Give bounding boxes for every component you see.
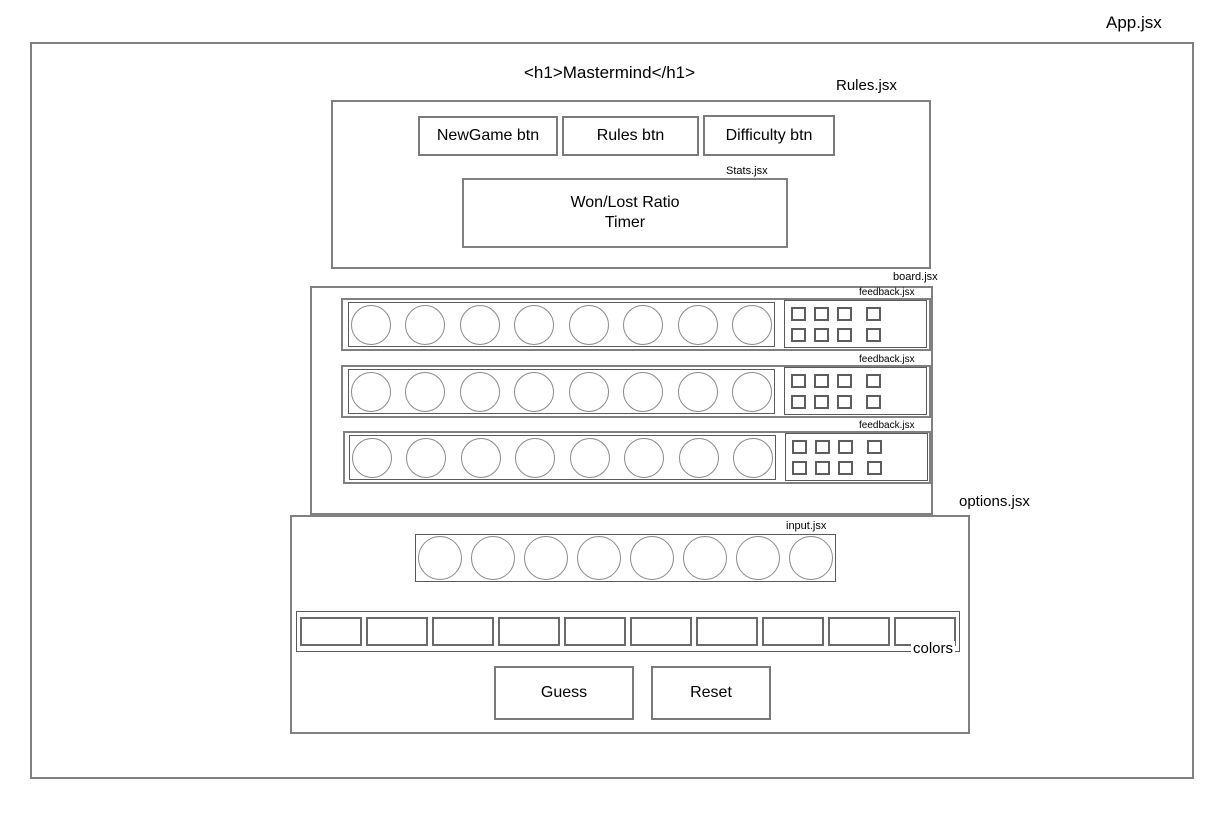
- peg[interactable]: [460, 372, 500, 412]
- input-peg[interactable]: [418, 536, 462, 580]
- input-pegs-row: [415, 534, 836, 582]
- input-frame-label: input.jsx: [786, 520, 827, 532]
- board-frame-label: board.jsx: [893, 271, 938, 283]
- feedback-peg[interactable]: [791, 307, 806, 321]
- peg[interactable]: [679, 438, 719, 478]
- feedback-row-2: [784, 367, 927, 415]
- feedback-row-1: [784, 300, 927, 348]
- input-peg[interactable]: [524, 536, 568, 580]
- page-title: <h1>Mastermind</h1>: [524, 63, 696, 82]
- new-game-button[interactable]: NewGame btn: [418, 116, 558, 156]
- guess-button[interactable]: Guess: [494, 666, 634, 720]
- peg[interactable]: [623, 305, 663, 345]
- peg[interactable]: [461, 438, 501, 478]
- feedback-peg[interactable]: [815, 461, 830, 475]
- peg[interactable]: [352, 438, 392, 478]
- feedback-peg[interactable]: [791, 374, 806, 388]
- input-peg[interactable]: [789, 536, 833, 580]
- stats-frame-label: Stats.jsx: [726, 165, 768, 177]
- feedback-bottom-row: [791, 328, 881, 342]
- peg[interactable]: [406, 438, 446, 478]
- feedback-frame-label-row-3: feedback.jsx: [859, 420, 915, 431]
- feedback-peg[interactable]: [791, 395, 806, 409]
- stats-won-lost-ratio: Won/Lost Ratio: [570, 194, 680, 211]
- feedback-frame-label-row-2: feedback.jsx: [859, 354, 915, 365]
- peg[interactable]: [569, 305, 609, 345]
- color-swatch[interactable]: [498, 617, 560, 646]
- peg[interactable]: [514, 305, 554, 345]
- peg[interactable]: [514, 372, 554, 412]
- peg[interactable]: [351, 305, 391, 345]
- color-swatch[interactable]: [300, 617, 362, 646]
- feedback-bottom-row: [792, 461, 882, 475]
- feedback-top-row: [791, 374, 881, 388]
- options-frame-label: options.jsx: [959, 493, 1030, 510]
- feedback-frame-label-row-1: feedback.jsx: [859, 287, 915, 298]
- feedback-peg[interactable]: [814, 307, 829, 321]
- app-frame-label: App.jsx: [1106, 13, 1162, 32]
- board-row-2-pegs: [348, 369, 775, 414]
- peg[interactable]: [678, 372, 718, 412]
- peg[interactable]: [732, 372, 772, 412]
- color-swatch[interactable]: [630, 617, 692, 646]
- feedback-top-row: [792, 440, 882, 454]
- feedback-peg[interactable]: [838, 440, 853, 454]
- feedback-top-row: [791, 307, 881, 321]
- input-peg[interactable]: [630, 536, 674, 580]
- board-row-1-pegs: [348, 302, 775, 347]
- input-peg[interactable]: [736, 536, 780, 580]
- peg[interactable]: [405, 305, 445, 345]
- colors-palette: [296, 611, 960, 652]
- feedback-peg[interactable]: [814, 328, 829, 342]
- peg[interactable]: [515, 438, 555, 478]
- colors-label: colors: [913, 640, 954, 657]
- color-swatch[interactable]: [828, 617, 890, 646]
- feedback-peg[interactable]: [792, 440, 807, 454]
- feedback-peg[interactable]: [837, 307, 852, 321]
- peg[interactable]: [570, 438, 610, 478]
- feedback-peg[interactable]: [791, 328, 806, 342]
- rules-frame-label: Rules.jsx: [836, 77, 897, 94]
- color-swatch[interactable]: [432, 617, 494, 646]
- feedback-peg[interactable]: [838, 461, 853, 475]
- difficulty-button[interactable]: Difficulty btn: [703, 115, 835, 156]
- peg[interactable]: [569, 372, 609, 412]
- reset-button[interactable]: Reset: [651, 666, 771, 720]
- feedback-peg[interactable]: [837, 395, 852, 409]
- color-swatch[interactable]: [366, 617, 428, 646]
- input-peg[interactable]: [577, 536, 621, 580]
- feedback-peg[interactable]: [866, 328, 881, 342]
- color-swatch[interactable]: [564, 617, 626, 646]
- peg[interactable]: [624, 438, 664, 478]
- feedback-peg[interactable]: [837, 328, 852, 342]
- color-swatch[interactable]: [762, 617, 824, 646]
- peg[interactable]: [678, 305, 718, 345]
- feedback-peg[interactable]: [866, 395, 881, 409]
- stats-panel: [462, 178, 788, 248]
- peg[interactable]: [460, 305, 500, 345]
- feedback-peg[interactable]: [866, 374, 881, 388]
- feedback-row-3: [785, 433, 928, 481]
- feedback-peg[interactable]: [814, 395, 829, 409]
- rules-button[interactable]: Rules btn: [562, 116, 699, 156]
- feedback-bottom-row: [791, 395, 881, 409]
- feedback-peg[interactable]: [867, 440, 882, 454]
- color-swatch[interactable]: [696, 617, 758, 646]
- feedback-peg[interactable]: [837, 374, 852, 388]
- peg[interactable]: [405, 372, 445, 412]
- feedback-peg[interactable]: [792, 461, 807, 475]
- input-peg[interactable]: [471, 536, 515, 580]
- peg[interactable]: [351, 372, 391, 412]
- peg[interactable]: [733, 438, 773, 478]
- feedback-peg[interactable]: [815, 440, 830, 454]
- feedback-peg[interactable]: [814, 374, 829, 388]
- peg[interactable]: [732, 305, 772, 345]
- feedback-peg[interactable]: [866, 307, 881, 321]
- input-peg[interactable]: [683, 536, 727, 580]
- peg[interactable]: [623, 372, 663, 412]
- feedback-peg[interactable]: [867, 461, 882, 475]
- stats-timer: Timer: [604, 214, 646, 231]
- board-row-3-pegs: [349, 435, 776, 480]
